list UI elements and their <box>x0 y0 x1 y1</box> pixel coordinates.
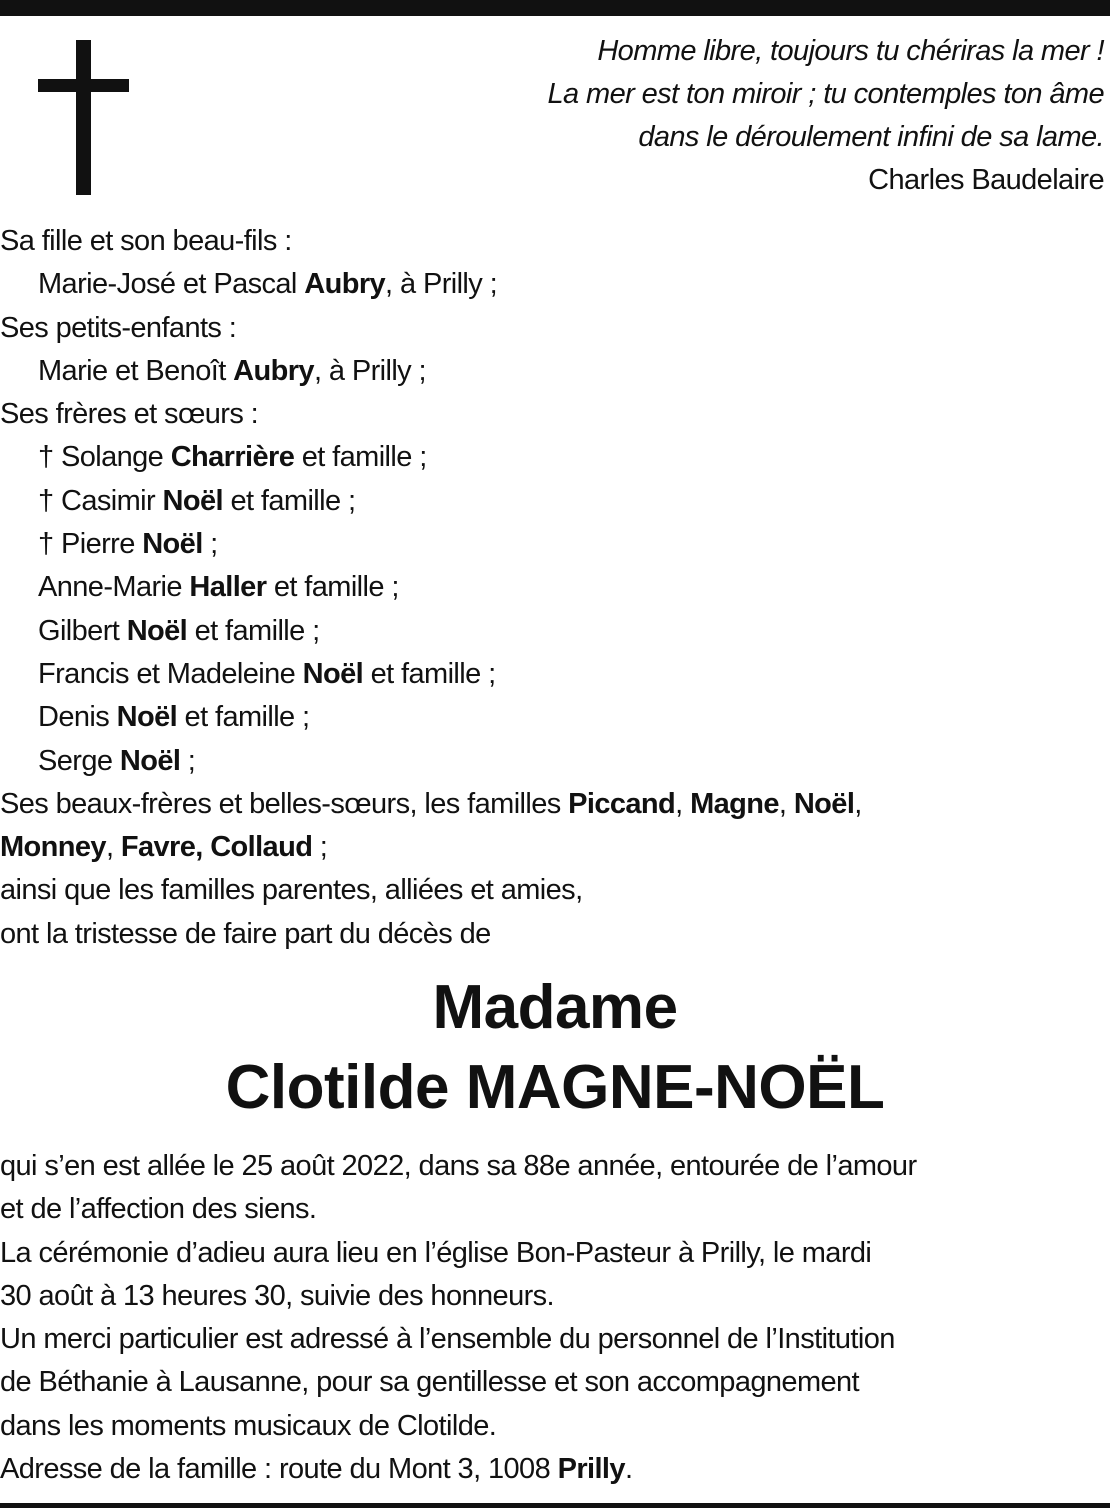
suffix: et famille ; <box>301 441 427 474</box>
passing-line: et de l’affection des siens. <box>0 1193 317 1226</box>
given-names: Francis et Madeleine <box>38 657 296 690</box>
cross-horizontal-bar <box>38 79 129 92</box>
surname: Piccand <box>568 787 676 820</box>
place: , à Prilly ; <box>313 354 426 387</box>
details-block <box>0 1145 1100 1491</box>
given-names: Gilbert <box>38 614 120 647</box>
sibling-line <box>0 480 1100 523</box>
given-names: Marie et Benoît <box>38 354 226 387</box>
suffix: et famille ; <box>230 484 356 517</box>
passing-line: qui s’en est allée le 25 août 2022, dans sa 88e année, entourée de l’amour <box>0 1150 917 1182</box>
daughter-line <box>0 263 1100 306</box>
deceased-name: Clotilde MAGNE-NOËL <box>225 1053 885 1122</box>
surname: Monney <box>0 831 106 864</box>
given-names: † Casimir <box>38 484 156 517</box>
daughter-heading: Sa fille et son beau-fils : <box>0 225 292 257</box>
suffix: et famille ; <box>184 701 310 734</box>
sibling-line <box>0 436 1100 479</box>
deceased-title: Madame <box>432 973 678 1042</box>
announce-line: ont la tristesse de faire part du décès de <box>0 917 491 950</box>
surname: Aubry <box>304 268 386 301</box>
epigraph-line: La mer est ton miroir ; tu contemples ton âme <box>547 78 1104 110</box>
surname: Noël <box>142 528 203 561</box>
surname: Noël <box>302 657 364 690</box>
surname: Noël <box>793 787 855 820</box>
suffix: et famille ; <box>370 657 496 690</box>
given-names: Serge <box>38 744 113 777</box>
address-end: . <box>624 1453 633 1486</box>
given-names: Anne-Marie <box>38 571 182 604</box>
address-town: Prilly <box>557 1453 625 1486</box>
sibling-line <box>0 653 1100 696</box>
grandchildren-heading: Ses petits-enfants : <box>0 311 237 344</box>
epigraph <box>304 30 1104 202</box>
suffix: ; <box>319 831 328 864</box>
given-names: Denis <box>38 701 110 734</box>
family-list <box>0 220 1100 956</box>
sibling-line <box>0 696 1100 739</box>
ceremony-line: La cérémonie d’adieu aura lieu en l’église Bon-Pasteur à Prilly, le mardi <box>0 1236 872 1269</box>
bottom-rule <box>0 1503 1110 1508</box>
place: , à Prilly ; <box>385 268 498 301</box>
surname: Favre, Collaud <box>120 831 313 864</box>
address-prefix: Adresse de la famille : route du Mont 3, 1008 <box>0 1453 551 1486</box>
sibling-line <box>0 523 1100 566</box>
siblings-heading: Ses frères et sœurs : <box>0 398 259 431</box>
surname: Noël <box>162 484 223 517</box>
cross-vertical-bar <box>76 40 91 195</box>
surname: Aubry <box>233 354 314 387</box>
inlaws-line: Ses beaux-frères et belles-sœurs, les familles Piccand, Magne, Noël, <box>0 787 862 820</box>
inlaws-intro: Ses beaux-frères et belles-sœurs, les familles <box>0 787 561 820</box>
suffix: et famille ; <box>194 614 320 647</box>
address-line <box>0 1448 1100 1491</box>
top-rule <box>0 0 1110 16</box>
sibling-line <box>0 740 1100 783</box>
ceremony-line: 30 août à 13 heures 30, suivie des honneurs. <box>0 1279 555 1312</box>
given-names: † Solange <box>38 441 164 474</box>
epigraph-author: Charles Baudelaire <box>868 164 1104 196</box>
epigraph-line: Homme libre, toujours tu chériras la mer ! <box>597 35 1104 67</box>
thanks-line: dans les moments musicaux de Clotilde. <box>0 1409 497 1442</box>
relatives-line: ainsi que les familles parentes, alliées et amies, <box>0 874 583 907</box>
grandchildren-line <box>0 350 1100 393</box>
given-names: † Pierre <box>38 528 135 561</box>
sibling-line <box>0 610 1100 653</box>
surname: Magne <box>690 787 779 820</box>
sibling-line <box>0 566 1100 609</box>
suffix: et famille ; <box>273 571 399 604</box>
surname: Noël <box>126 614 188 647</box>
epigraph-line: dans le déroulement infini de sa lame. <box>638 121 1104 153</box>
deceased-name-block <box>0 968 1110 1128</box>
suffix: ; <box>187 744 196 777</box>
thanks-line: de Béthanie à Lausanne, pour sa gentillesse et son accompagnement <box>0 1366 860 1399</box>
surname: Charrière <box>170 441 295 474</box>
inlaws-line-continued: Monney, Favre, Collaud ; <box>0 831 328 864</box>
surname: Noël <box>116 701 178 734</box>
surname: Haller <box>189 571 267 604</box>
given-names: Marie-José et Pascal <box>38 268 297 301</box>
thanks-line: Un merci particulier est adressé à l’ensemble du personnel de l’Institution <box>0 1323 895 1356</box>
suffix: ; <box>210 528 218 561</box>
surname: Noël <box>119 744 181 777</box>
